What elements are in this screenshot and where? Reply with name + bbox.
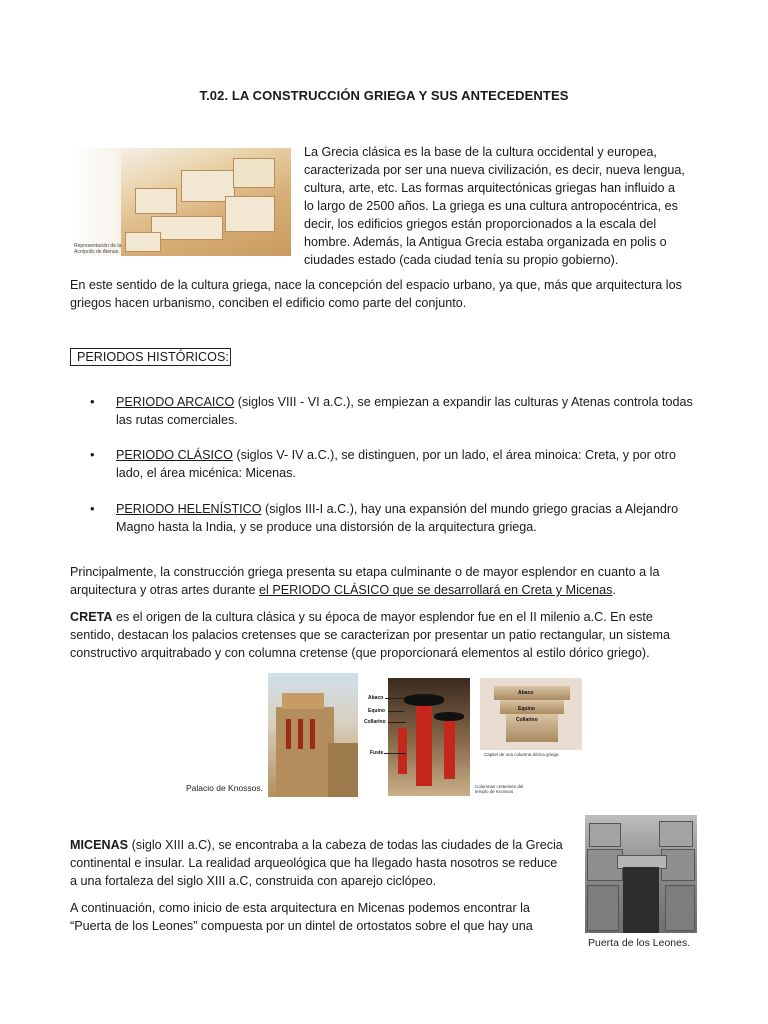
clasico-highlight: el PERIODO CLÁSICO que se desarrollará en Creta y Micenas (259, 583, 613, 597)
lion-gate-image (585, 815, 697, 933)
lion-gate-paragraph (70, 899, 571, 935)
period-name: PERIODO ARCAICO (116, 395, 235, 409)
leader-line (388, 722, 406, 723)
paragraph-line: Principalmente, la construcción griega presenta su etapa culminante o de mayor esplendor en cuanto a la (70, 565, 660, 579)
label-equino: Equino (368, 708, 385, 714)
doric-capital-image (480, 678, 582, 750)
paragraph-text: es el origen de la cultura clásica y su época de mayor esplendor fue en el II milenio a.C. En este (112, 610, 653, 624)
label-fuste: Fuste (370, 750, 384, 756)
paragraph-line: “Puerta de los Leones” compuesta por un dintel de ortostatos sobre el que hay una (70, 919, 533, 933)
paragraph-text: (siglo XIII a.C), se encontraba a la cabeza de todas las ciudades de la Grecia (128, 838, 563, 852)
paragraph-line (70, 581, 697, 599)
paragraph-line: griegos hacen urbanismo, conciben el edificio como parte del conjunto. (70, 296, 467, 310)
micenas-paragraph (70, 836, 571, 890)
period-item-clasico (116, 446, 697, 482)
intro-line: ciudades estado (cada ciudad tenía su propio gobierno). (304, 253, 619, 267)
period-item-arcaico (116, 393, 697, 429)
intro-line: cultura, arte, etc. Las formas arquitectónicas griegas han influido a (304, 181, 676, 195)
period-text: las rutas comerciales. (116, 413, 238, 427)
leader-line (385, 698, 403, 699)
periods-heading: PERIODOS HISTÓRICOS: (70, 348, 231, 366)
paragraph-line: En este sentido de la cultura griega, nace la concepción del espacio urbano, ya que, más que arquitectura los (70, 278, 682, 292)
period-item-helenistico (116, 500, 697, 536)
intro-line: decir, los edificios griegos están proporcionados a la escala del (304, 217, 657, 231)
paragraph-line: continental e insular. La realidad arqueológica que ha llegado hasta nosotros se reduce (70, 856, 558, 870)
intro-line: hombre. Además, la Antigua Grecia estaba organizada en polis o (304, 235, 667, 249)
cretan-columns-image (388, 678, 470, 796)
period-name: PERIODO CLÁSICO (116, 448, 233, 462)
micenas-term: MICENAS (70, 838, 129, 852)
label-abaco: Abaco (368, 695, 384, 701)
gate-doorway (623, 867, 659, 933)
bullet-dot: • (90, 447, 95, 462)
palace-caption: Palacio de Knossos. (186, 783, 264, 793)
period-name: PERIODO HELENÍSTICO (116, 502, 262, 516)
intro-line: caracterizada por ser una nueva civilización, es decir, nueva lengua, (304, 163, 685, 177)
bullet-dot: • (90, 394, 95, 409)
period-text: (siglos VIII - VI a.C.), se empiezan a expandir las culturas y Atenas controla todas (234, 395, 693, 409)
intro-line: lo largo de 2500 años. La griega es una cultura antropocéntrica, es (304, 199, 678, 213)
knossos-palace-image (268, 673, 358, 797)
period-text: (siglos V- IV a.C.), se distinguen, por un lado, el área minoica: Creta, y por otro (232, 448, 676, 462)
paragraph-text: . (612, 583, 616, 597)
paragraph-line: A continuación, como inicio de esta arquitectura en Micenas podemos encontrar la (70, 901, 530, 915)
capital-label-collarino: Collarino (516, 717, 538, 723)
paragraph-line: a una fortaleza del siglo XIII a.C, construida con aparejo ciclópeo. (70, 874, 437, 888)
creta-paragraph (70, 608, 697, 662)
capital-label-abaco: Abaco (518, 690, 534, 696)
acropolis-image (121, 148, 291, 256)
leader-line (384, 753, 406, 754)
capital-caption: Capitel de una columna dórica griega (484, 752, 559, 757)
urbanism-paragraph (70, 276, 697, 312)
bullet-dot: • (90, 501, 95, 516)
lion-gate-caption: Puerta de los Leones. (588, 937, 691, 949)
principal-paragraph (70, 563, 697, 599)
paragraph-line: sentido, destacan los palacios cretenses que se caracterizan por presentar un patio rectangular, un sistema (70, 628, 670, 642)
acropolis-caption: Representación de la Acrópolis de Atenas. (74, 243, 122, 255)
creta-term: CRETA (70, 610, 113, 624)
leader-line (388, 711, 404, 712)
acropolis-image-margin (70, 148, 121, 256)
page-title: T.02. LA CONSTRUCCIÓN GRIEGA Y SUS ANTECEDENTES (199, 88, 569, 103)
intro-paragraph (304, 143, 697, 269)
period-text: lado, el área micénica: Micenas. (116, 466, 296, 480)
period-text: (siglos III-I a.C.), hay una expansión del mundo griego gracias a Alejandro (261, 502, 679, 516)
paragraph-line: constructivo arquitrabado y con columna cretense (que proporcionará elementos al estilo dórico griego). (70, 646, 650, 660)
capital-label-equino: Equino (518, 706, 535, 712)
paragraph-text: arquitectura y otras artes durante (70, 583, 260, 597)
columns-caption: Columnas cretenses del templo de Knossos (475, 784, 524, 794)
label-collarino: Collarino (364, 719, 386, 725)
period-text: Magno hasta la India, y se produce una distorsión de la arquitectura griega. (116, 520, 537, 534)
intro-line: La Grecia clásica es la base de la cultura occidental y europea, (304, 145, 657, 159)
